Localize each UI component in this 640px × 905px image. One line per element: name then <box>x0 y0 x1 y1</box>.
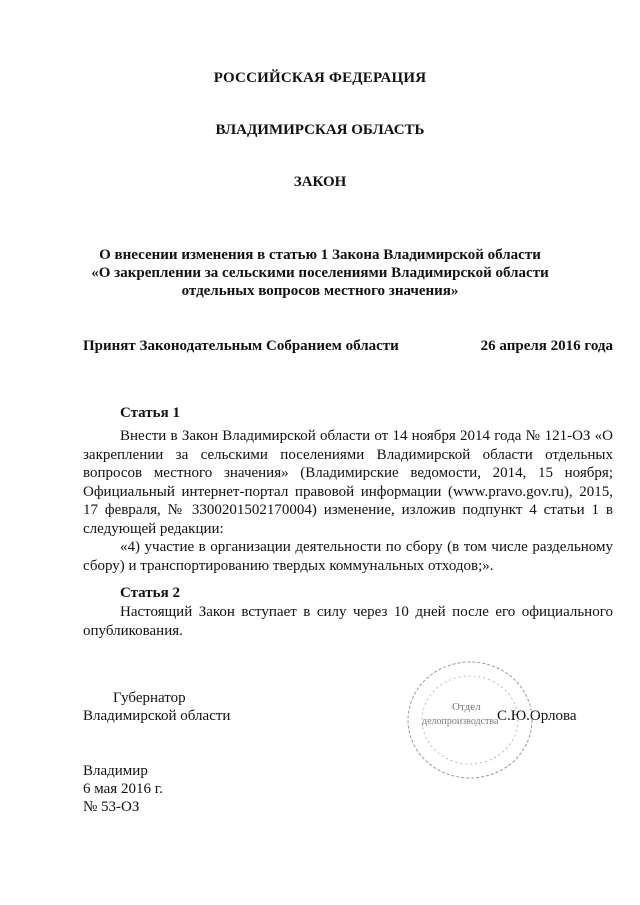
country-heading: РОССИЙСКАЯ ФЕДЕРАЦИЯ <box>213 70 427 86</box>
signatory-name: С.Ю.Орлова <box>497 708 577 724</box>
law-title-line: О внесении изменения в статью 1 Закона Владимирской области <box>99 247 541 263</box>
stamp-text: Отдел <box>452 701 481 713</box>
law-title <box>0 246 640 300</box>
law-title-line: отдельных вопросов местного значения» <box>181 283 459 299</box>
signing-date: 6 мая 2016 г. <box>83 781 163 797</box>
region-heading: ВЛАДИМИРСКАЯ ОБЛАСТЬ <box>215 122 425 138</box>
signatory-position: Губернатор <box>113 690 186 706</box>
adopted-by: Принят Законодательным Собранием области <box>83 338 399 354</box>
signatory-region: Владимирской области <box>83 708 231 724</box>
article-1-quote: «4) участие в организации деятельности по сбору (в том числе раздельному сбору) и транспортированию твердых коммунальных отходов;». <box>83 539 613 574</box>
article-2-heading: Статья 2 <box>120 585 180 601</box>
law-number: № 53-ОЗ <box>83 799 140 815</box>
stamp-text: делопроизводства <box>422 716 499 727</box>
law-title-line: «О закреплении за сельскими поселениями Владимирской области <box>91 265 549 281</box>
doc-type-heading: ЗАКОН <box>293 174 347 190</box>
article-1-text: Внести в Закон Владимирской области от 14 ноября 2014 года № 121-ОЗ «О закреплении за сельскими поселениями Владимирской области отдельных вопросов местного значения» (Владимирские ведомости, 2014, 15 ноября; Официальный интернет-портал правовой информации (www.pravo.gov.ru), 2015, 17 февраля, № 3300201502170004) изменение, изложив подпункт 4 статьи 1 в следующей редакции: <box>83 428 613 537</box>
article-1-heading: Статья 1 <box>120 405 180 421</box>
adopted-date: 26 апреля 2016 года <box>480 338 613 354</box>
article-2-text: Настоящий Закон вступает в силу через 10 дней после его официального опубликования. <box>83 604 613 639</box>
official-stamp <box>400 655 540 785</box>
city: Владимир <box>83 763 148 779</box>
